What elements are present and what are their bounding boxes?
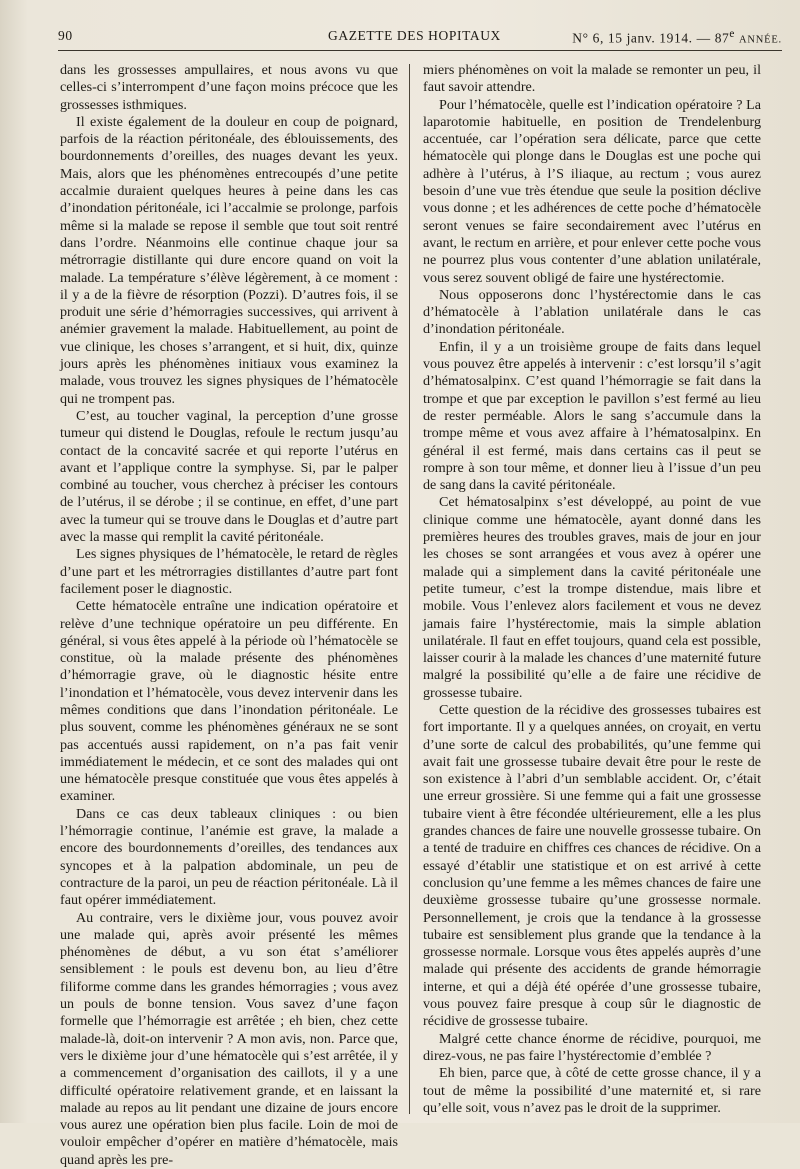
journal-title: GAZETTE DES HOPITAUX <box>328 28 501 43</box>
issue-date: N° 6, 15 janv. 1914. — 87 <box>572 30 730 46</box>
paragraph: Au contraire, vers le dixième jour, vous pouvez avoir une malade qui, après avoir présenté les mêmes phénomènes de début, a vu son état s’améliorer sensiblement : le pouls est devenu bon, au lieu d’être filiforme comme dans les grandes hémorragies ; vous avez un pouls de bonne tension. Vous savez d’une façon formelle que l’hémorragie est arrêtée ; eh bien, chez cette malade-là, doit-on intervenir ? A mon avis, non. Parce que, vers le dixième jour d’une hématocèle qui s’est arrêtée, il y a commencement d’organisation des caillots, il y a une difficulté opératoire relativement grande, et en laissant la malade au repos au lit pendant une dizaine de jours encore vous aurez une opération bien plus facile. Loin de moi de vouloir empêcher d’opérer en matière d’hématocèle, mais quand après les pre- <box>60 909 398 1168</box>
paragraph: Cet hématosalpinx s’est développé, au point de vue clinique comme une hématocèle, ayant donné dans les premières heures des troubles graves, mais de jour en jour les choses se sont arrangées et vous avez à opérer une malade qui a simplement dans la cavité péritonéale une petite tumeur, c’est la trompe distendue, mais libre et mobile. Vous l’enlevez alors facilement et vous ne devez jamais faire l’hystérectomie, mais la simple ablation unilatérale. Il faut en effet toujours, quand cela est possible, laisser courir à la malade les chances d’une maternité future malgré la possibilité qu’elle a de faire une récidive de grossesse tubaire. <box>423 494 761 701</box>
column-divider <box>409 64 410 1114</box>
paragraph: Pour l’hématocèle, quelle est l’indication opératoire ? La laparotomie habituelle, en position de Trendelenburg accentuée, car l’opération sera délicate, parce que cette hématocèle qui plonge dans le Douglas est une poche qui adhère à l’utérus, à l’S iliaque, au rectum ; vous aurez besoin d’une vue très étendue que seule la position déclive vous donne ; et les adhérences de cette poche d’hématocèle seront venues se faire secondairement avec l’utérus en avant, le rectum en arrière, et pour enlever cette poche vous ne pourrez plus vous contenter d’une ablation unilatérale, vous serez souvent obligé de faire une hystérectomie. <box>423 96 761 286</box>
page-number: 90 <box>58 28 73 43</box>
paragraph: dans les grossesses ampullaires, et nous avons vu que celles-ci s’interrompent d’une façon moins précoce que les grossesses isthmiques. <box>60 62 398 113</box>
paragraph: Eh bien, parce que, à côté de cette grosse chance, il y a tout de même la possibilité d’une maternité et, si rare qu’elle soit, vous n’avez pas le droit de la supprimer. <box>423 1065 761 1116</box>
paragraph: C’est, au toucher vaginal, la perception d’une grosse tumeur qui distend le Douglas, refoule le rectum jusqu’au contact de la concavité sacrée et qui reporte l’utérus en avant et l’applique contre la symphyse. Si, par le palper combiné au toucher, vous cherchez à préciser les contours de l’utérus, il se dérobe ; il se continue, en effet, d’une part avec la tumeur qui se trouve dans le Douglas et d’autre part avec la masse qui remplit la cavité péritonéale. <box>60 407 398 546</box>
issue-ordinal: e <box>729 28 735 40</box>
issue-info <box>572 28 782 47</box>
paragraph: Enfin, il y a un troisième groupe de faits dans lequel vous pouvez être appelés à intervenir : c’est lorsqu’il s’agit d’hématosalpinx. C’est quand l’hémorragie se fait dans la trompe et que par exception le pavillon s’est fermé au lieu de rester perméable. Alors le sang s’accumule dans la trompe même et vous avez affaire à l’hématosalpinx. En général il est fermé, mais dans certains cas il peut se rompre à son tour même, et donner lieu à l’issue d’un peu de sang dans la cavité péritonéale. <box>423 338 761 494</box>
paragraph: Il existe également de la douleur en coup de poignard, parfois de la réaction péritonéale, des éblouissements, des bourdonnements d’oreilles, des nuages devant les yeux. Mais, alors que les phénomènes entrecoupés d’une petite accalmie duraient quelques heures à peine dans les cas d’inondation péritonéale, ici l’accalmie se prolonge, parfois même si la malade se repose il semble que tout soit rentré dans l’ordre. Néanmoins elle continue chaque jour sa métrorragie distillante qui dure encore quand on voit la malade. La température s’élève légèrement, à ce moment : il y a de la fièvre de résorption (Pozzi). D’autres fois, il se produit une série d’hémorragies successives, qui arrivent à anémier gravement la malade. Habituellement, au point de vue clinique, les choses s’arrangent, et si huit, dix, quinze jours après les phénomènes initiaux vous examinez la malade, vous trouvez les signes physiques de l’hématocèle qui ne trompent pas. <box>60 113 398 407</box>
issue-suffix: ANNÉE. <box>738 34 782 46</box>
paragraph: Cette question de la récidive des grossesses tubaires est fort importante. Il y a quelques années, on croyait, en vertu d’une sorte de calcul des probabilités, qu’une femme qui avait fait une grossesse tubaire devait être pour le reste de son existence à l’abri d’un semblable accident. Or, c’était une erreur grossière. Si une femme qui a fait une grossesse tubaire vient à être fécondée ultérieurement, elle a les plus grandes chances de faire une nouvelle grossesse tubaire. On a tenté de traduire en chiffres ces chances de récidive. On a essayé d’établir une statistique et on est arrivé à cette conclusion qu’une femme a les mêmes chances de faire une deuxième grossesse tubaire qu’une grossesse normale. Personnellement, je crois que la tendance à la grossesse tubaire est sensiblement plus grande que la tendance à la grossesse normale. Lorsque vous êtes appelés auprès d’une malade qui présente des accidents de grande hémorragie interne, et qui a déjà été opérée d’une grossesse tubaire, vous pouvez faire presque à coup sûr le diagnostic de récidive de grossesse tubaire. <box>423 701 761 1030</box>
paragraph: miers phénomènes on voit la malade se remonter un peu, il faut savoir attendre. <box>423 62 761 96</box>
header-rule <box>58 50 782 51</box>
right-column <box>423 62 761 1117</box>
running-header <box>58 28 782 50</box>
paragraph: Malgré cette chance énorme de récidive, pourquoi, me direz-vous, ne pas faire l’hystérectomie d’emblée ? <box>423 1030 761 1064</box>
paragraph: Les signes physiques de l’hématocèle, le retard de règles d’une part et les métrorragies distillantes d’autre part font facilement poser le diagnostic. <box>60 546 398 597</box>
paragraph: Nous opposerons donc l’hystérectomie dans le cas d’hématocèle à l’ablation unilatérale dans le cas d’inondation péritonéale. <box>423 286 761 338</box>
left-column <box>60 62 398 1169</box>
paragraph: Cette hématocèle entraîne une indication opératoire et relève d’une technique opératoire un peu différente. En général, si vous êtes appelé à la période où l’hématocèle se constitue, où la malade présente des phénomènes d’hémorragie grave, où le diagnostic hésite entre l’inondation et l’hématocèle, vous devez intervenir dans les mêmes conditions que dans l’inondation péritonéale. Le plus souvent, comme les phénomènes généraux ne se sont pas accentués aussi rapidement, on n’a pas fait venir immédiatement le médecin, et ce sont des malades qui ont une hématocèle presque constituée que vous êtes appelés à examiner. <box>60 598 398 805</box>
paragraph: Dans ce cas deux tableaux cliniques : ou bien l’hémorragie continue, l’anémie est grave, la malade a encore des bourdonnements d’oreilles, des tendances aux syncopes et à la palpation abdominale, un peu de contracture de la paroi, un peu de réaction péritonéale. Là il faut opérer immédiatement. <box>60 805 398 909</box>
